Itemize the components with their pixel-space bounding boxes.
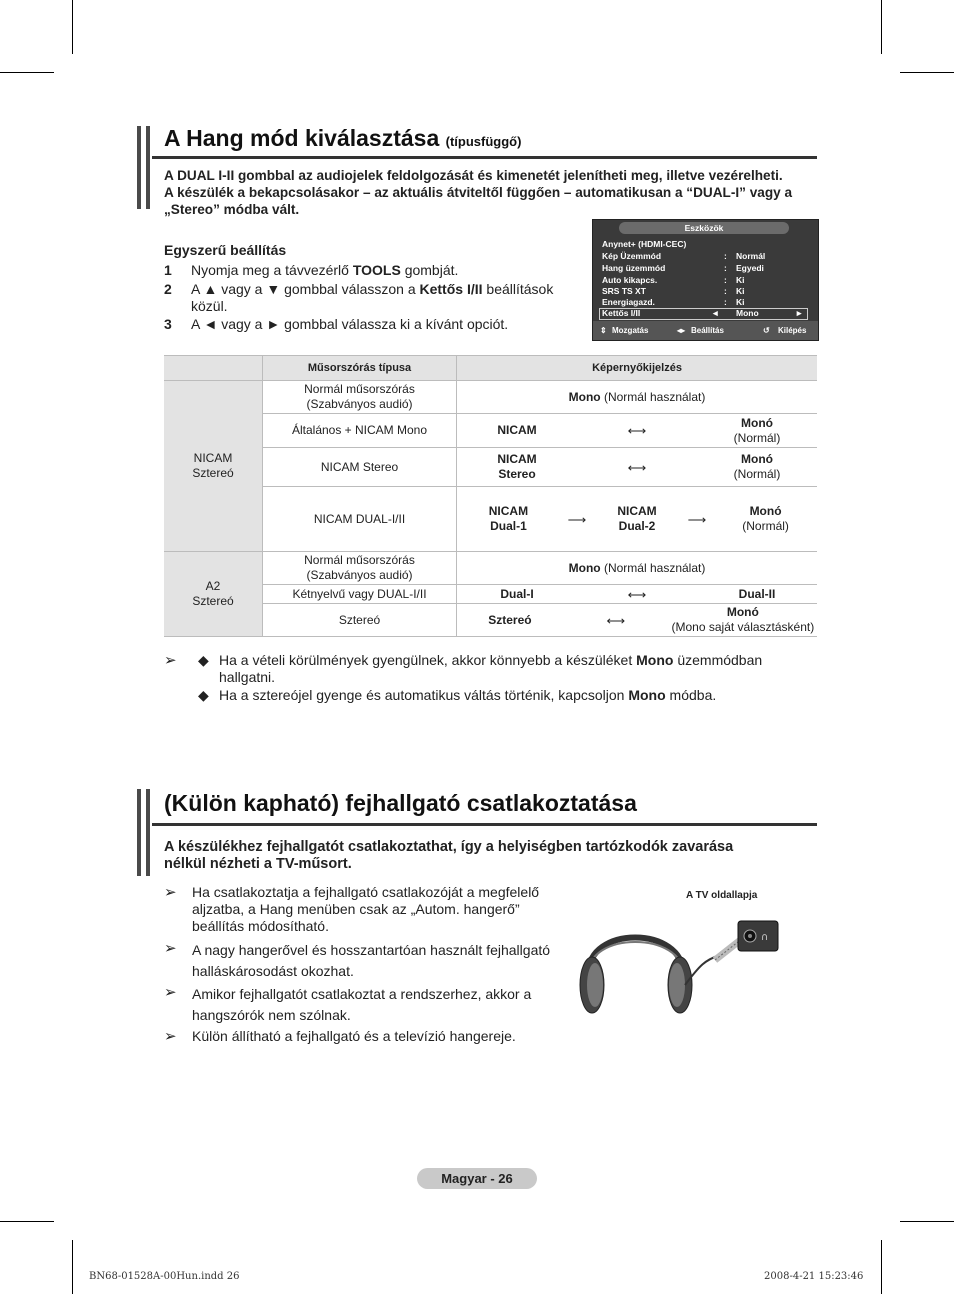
- right-arrow-icon: ⟶: [687, 511, 707, 527]
- crop-mark: [72, 0, 73, 54]
- crop-mark: [900, 1221, 954, 1222]
- osd-title: Eszközök: [619, 222, 789, 234]
- table-cell: Általános + NICAM Mono: [263, 414, 457, 448]
- right-arrow-icon[interactable]: ►: [795, 308, 804, 318]
- note-item: Ha a vételi körülmények gyengülnek, akkor könnyebb a készüléket Mono üzemmódban hallgatni.: [219, 652, 763, 685]
- leftright-icon: ◂▸: [677, 326, 686, 335]
- table-corner: [164, 356, 263, 381]
- figure-label: A TV oldallapja: [686, 890, 758, 901]
- osd-row[interactable]: SRS TS XT : Ki: [602, 286, 745, 296]
- section-bar: [146, 789, 150, 876]
- footer-timestamp: 2008-4-21 15:23:46: [764, 1271, 864, 1282]
- tools-menu-osd: [592, 219, 819, 341]
- double-arrow-icon: ⟷: [627, 459, 647, 475]
- section-title: A Hang mód kiválasztása (típusfüggő): [164, 125, 522, 151]
- crop-mark: [72, 1240, 73, 1294]
- note-arrow-icon: ➢: [164, 652, 177, 669]
- osd-row[interactable]: Anynet+ (HDMI-CEC): [602, 239, 687, 249]
- table-cell: Normál műsorszórás (Szabványos audió): [263, 381, 457, 414]
- easy-setup-heading: Egyszerű beállítás: [164, 242, 287, 258]
- osd-footer: ⇕ Mozgatás ◂▸ Beállítás ↺ Kilépés: [593, 321, 818, 340]
- double-arrow-icon: ⟷: [627, 423, 647, 438]
- crop-mark: [881, 1240, 882, 1294]
- note-arrow-icon: ➢: [164, 940, 177, 957]
- diamond-icon: ◆: [198, 652, 209, 668]
- crop-mark: [0, 1221, 54, 1222]
- header-type: Műsorszórás típusa: [263, 356, 457, 381]
- table-cell: Kétnyelvű vagy DUAL-I/II: [263, 585, 457, 604]
- right-arrow-icon: ⟶: [567, 511, 587, 527]
- osd-row[interactable]: Energiagazd. : Ki: [602, 297, 745, 307]
- intro-paragraph: A készülékhez fejhallgatót csatlakoztathat, így a helyiségben tartózkodók zavarása nélkül nézheti a TV-műsort.: [164, 839, 734, 872]
- osd-row[interactable]: Auto kikapcs. : Ki: [602, 275, 745, 285]
- double-arrow-icon: ⟷: [606, 612, 626, 628]
- note-item: Ha a sztereójel gyenge és automatikus váltás történik, kapcsoljon Mono módba.: [219, 687, 717, 703]
- group-nicam: NICAM Sztereó: [164, 381, 263, 552]
- table-cell: NICAM DUAL-I/II: [263, 487, 457, 552]
- note-item: Ha csatlakoztatja a fejhallgató csatlakozóját a megfelelő aljzatba, a Hang menüben csak az „Autom. hangerő” beállítás módosítható.: [192, 884, 540, 934]
- crop-mark: [900, 72, 954, 73]
- section-bar: [137, 789, 141, 876]
- table-cell: Sztereó ⟷ Monó (Mono saját választásként): [457, 604, 818, 637]
- headphone-figure: [575, 905, 785, 1020]
- updown-icon: ⇕: [600, 326, 607, 335]
- table-cell: NICAM ⟷ Monó (Normál): [457, 414, 818, 448]
- group-a2: A2 Sztereó: [164, 552, 263, 637]
- note-arrow-icon: ➢: [164, 984, 177, 1001]
- note-item: A nagy hangerővel és hosszantartóan használt fejhallgató halláskárosodást okozhat.: [192, 942, 551, 979]
- crop-mark: [881, 0, 882, 54]
- left-arrow-icon[interactable]: ◄: [711, 308, 720, 318]
- return-icon: ↺: [763, 326, 770, 335]
- table-cell: NICAM Stereo ⟷ Monó (Normál): [457, 448, 818, 487]
- table-cell: NICAM Stereo: [263, 448, 457, 487]
- svg-text:∩: ∩: [761, 932, 769, 943]
- section-bar: [146, 126, 150, 209]
- note-item: Amikor fejhallgatót csatlakoztat a rendszerhez, akkor a hangszórók nem szólnak.: [192, 986, 532, 1023]
- note-arrow-icon: ➢: [164, 1028, 177, 1045]
- section-bar: [137, 126, 141, 209]
- note-arrow-icon: ➢: [164, 884, 177, 901]
- osd-row-selected[interactable]: Kettős I/II ◄ Mono ►: [602, 308, 804, 318]
- table-cell: Normál műsorszórás (Szabványos audió): [263, 552, 457, 585]
- step-3: 3 A ◄ vagy a ► gombbal válassza ki a kívánt opciót.: [164, 316, 509, 332]
- double-arrow-icon: ⟷: [627, 586, 647, 602]
- crop-mark: [0, 72, 54, 73]
- title-rule: [152, 823, 817, 826]
- table-cell: Sztereó: [263, 604, 457, 637]
- section-title: (Külön kapható) fejhallgató csatlakoztatása: [164, 790, 637, 816]
- title-rule: [152, 156, 817, 159]
- header-display: Képernyőkijelzés: [457, 356, 818, 381]
- step-2: 2 A ▲ vagy a ▼ gombbal válasszon a Kettős I/II beállítások közül.: [164, 281, 554, 314]
- diamond-icon: ◆: [198, 687, 209, 703]
- osd-row[interactable]: Kép Üzemmód : Normál: [602, 251, 766, 261]
- table-cell: Dual-I ⟷ Dual-II: [457, 585, 818, 604]
- step-1: 1 Nyomja meg a távvezérlő TOOLS gombját.: [164, 262, 459, 278]
- table-cell: Mono (Normál használat): [457, 381, 818, 414]
- page-number: Magyar - 26: [417, 1168, 537, 1189]
- section-title-suffix: (típusfüggő): [445, 134, 522, 149]
- intro-paragraph: A DUAL I-II gombbal az audiojelek feldolgozását és kimenetét jelenítheti meg, illetve vezérelheti. A készülék a bekapcsolásakor – az aktuális átviteltől függően – automatikusan a “DUAL-I” vagy a „Stereo” módba vált.: [164, 168, 793, 217]
- table-cell: Mono (Normál használat): [457, 552, 818, 585]
- note-item: Külön állítható a fejhallgató és a televízió hangereje.: [192, 1028, 516, 1044]
- osd-row[interactable]: Hang üzemmód : Egyedi: [602, 263, 764, 273]
- broadcast-table: [164, 355, 817, 637]
- table-cell: NICAM Dual-1 ⟶ NICAM Dual-2 ⟶ Monó (Normál): [457, 487, 818, 552]
- footer-file: BN68-01528A-00Hun.indd 26: [89, 1271, 240, 1282]
